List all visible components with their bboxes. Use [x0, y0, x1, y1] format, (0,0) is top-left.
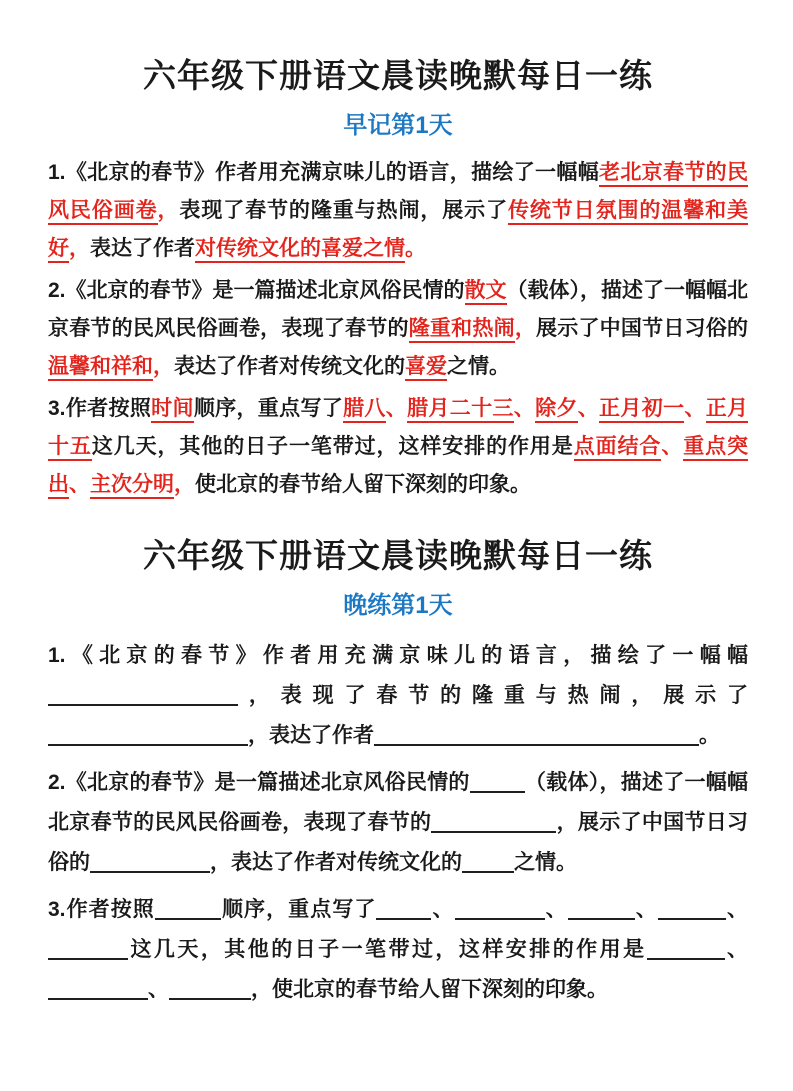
text-run: 、 [725, 898, 749, 921]
paragraph [48, 890, 748, 1010]
answer-text: 时间 [151, 397, 194, 423]
paragraph [48, 390, 748, 504]
answer-text: 正月初一 [599, 397, 684, 423]
morning-section [48, 50, 748, 504]
morning-day-label: 早记第1天 [343, 112, 453, 139]
text-run: 、 [148, 978, 169, 1001]
blank-line [169, 982, 251, 1000]
red-punctuation: ， [69, 237, 90, 260]
blank-line [90, 855, 210, 873]
evening-section [48, 530, 748, 1010]
evening-day-label: 晚练第1天 [343, 592, 453, 619]
blank-line [462, 855, 514, 873]
answer-text: 对传统文化的喜爱之情 [195, 237, 405, 263]
text-run: 表现了春节的隆重与热闹，展示了 [179, 199, 508, 222]
blank-line [568, 902, 635, 920]
answer-text: 喜爱 [405, 355, 447, 381]
text-run: 1.《北京的春节》作者用充满京味儿的语言，描绘了一幅幅 [48, 644, 748, 667]
text-run: ，表现了春节的隆重与热闹，展示了 [238, 684, 748, 707]
blank-line [374, 728, 699, 746]
text-run: 表达了作者 [90, 237, 195, 260]
answer-text: 腊八 [343, 397, 386, 423]
text-run: 表达了作者对传统文化的 [174, 355, 405, 378]
text-run: ，表达了作者 [248, 724, 374, 747]
text-run: 顺序，重点写了 [220, 898, 377, 921]
paragraph [48, 154, 748, 268]
answer-text: 主次分明 [90, 473, 174, 499]
text-run: 展示了中国节日习俗的 [536, 317, 748, 340]
answer-text: 正月十五 [48, 397, 748, 461]
answer-text: 散文 [465, 279, 507, 305]
text-run: 这几天，其他的日子一笔带过，这样安排的作用是 [91, 435, 574, 458]
worksheet-title-evening: 六年级下册语文晨读晚默每日一练 [143, 537, 653, 574]
text-run: ，使北京的春节给人留下深刻的印象。 [251, 978, 608, 1001]
morning-paragraphs [48, 154, 748, 504]
answer-text: 温馨和祥和 [48, 355, 153, 381]
text-run: 、 [431, 898, 455, 921]
text-run: 之情。 [447, 355, 510, 378]
paragraph [48, 763, 748, 883]
text-run: 2.《北京的春节》是一篇描述北京风俗民情的 [48, 279, 465, 302]
blank-line [48, 942, 128, 960]
blank-line [658, 902, 726, 920]
answer-text: 隆重和热闹 [409, 317, 515, 343]
text-run: （载体），描述了一幅幅北京春节的民风民俗画卷，表现了春节的 [48, 771, 749, 834]
blank-line [455, 902, 545, 920]
blank-line [48, 688, 238, 706]
text-run: 1.《北京的春节》作者用充满京味儿的语言，描绘了一幅幅 [48, 161, 600, 184]
answer-text: 点面结合 [574, 435, 662, 461]
blank-line [48, 728, 248, 746]
red-punctuation: 、 [69, 473, 90, 496]
red-punctuation: 、 [385, 397, 408, 420]
red-punctuation: 。 [405, 237, 426, 260]
text-run: 3.作者按照 [48, 898, 155, 921]
red-punctuation: ， [153, 355, 174, 378]
red-punctuation: ， [157, 199, 180, 222]
text-run: 。 [699, 724, 720, 747]
red-punctuation: ， [174, 473, 195, 496]
red-punctuation: 、 [513, 397, 536, 420]
text-run: 、 [634, 898, 658, 921]
text-run: 顺序，重点写了 [193, 397, 344, 420]
blank-line [48, 982, 148, 1000]
answer-text: 传统节日氛围的温馨和美好 [48, 199, 748, 263]
red-punctuation: 、 [577, 397, 600, 420]
answer-text: 老北京春节的民风民俗画卷 [48, 161, 748, 225]
answer-text: 除夕 [535, 397, 578, 423]
answer-text: 重点突出 [48, 435, 748, 499]
paragraph [48, 636, 748, 756]
worksheet-title-morning: 六年级下册语文晨读晚默每日一练 [143, 57, 653, 94]
blank-line [376, 902, 431, 920]
blank-line [431, 815, 556, 833]
text-run: （载体），描述了一幅幅北京春节的民风民俗画卷，表现了春节的 [48, 279, 749, 340]
paragraph [48, 272, 748, 386]
text-run: 之情。 [514, 851, 577, 874]
text-run: 2.《北京的春节》是一篇描述北京风俗民情的 [48, 771, 470, 794]
blank-line [470, 775, 525, 793]
text-run: ，表达了作者对传统文化的 [210, 851, 462, 874]
text-run: 这几天，其他的日子一笔带过，这样安排的作用是 [128, 938, 647, 961]
red-punctuation: 、 [684, 397, 706, 420]
blank-line [155, 902, 221, 920]
text-run: ，展示了中国节日习俗的 [48, 811, 749, 874]
text-run: 使北京的春节给人留下深刻的印象。 [195, 473, 531, 496]
answer-text: 腊月二十三 [407, 397, 514, 423]
text-run: 、 [544, 898, 568, 921]
evening-paragraphs [48, 636, 748, 1010]
text-run: 3.作者按照 [48, 397, 152, 420]
red-punctuation: ， [514, 317, 537, 340]
red-punctuation: 、 [661, 435, 684, 458]
text-run: 、 [724, 938, 749, 961]
blank-line [647, 942, 725, 960]
